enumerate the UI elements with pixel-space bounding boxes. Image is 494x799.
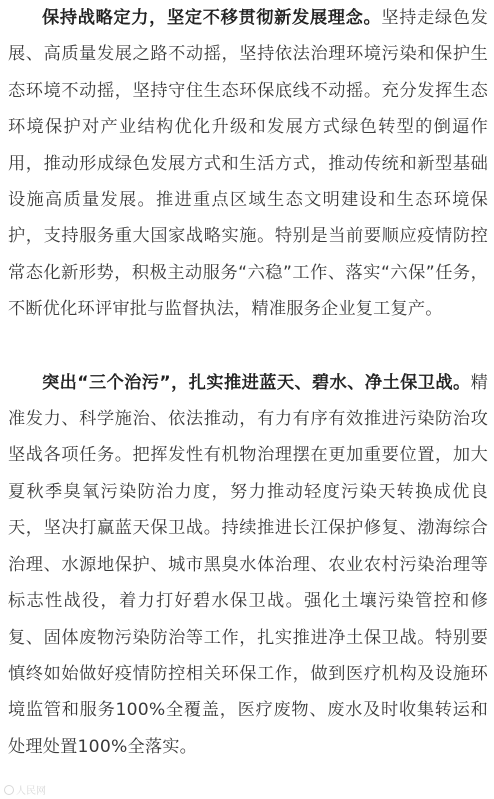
paragraph-lead: 突出“三个治污”，扎实推进蓝天、碧水、净土保卫战。 [42,372,471,393]
paragraph-spacer [8,328,488,365]
paragraph-text: 坚持走绿色发展、高质量发展之路不动摇，坚持依法治理环境污染和保护生态环境不动摇，坚持守住生态环保底线不动摇。充分发挥生态环境保护对产业结构优化升级和发展方式绿色转型的倒逼作用，推动形成绿色发展方式和生活方式，推动传统和新型基础设施高质量发展。推进重点区域生态文明建设和生态环境保护，支持服务重大国家战略实施。特别是当前要顺应疫情防控常态化新形势，积极主动服务“六稳”工作、落实“六保”任务，不断优化环评审批与监督执法，精准服务企业复工复产。 [8,8,488,320]
watermark-logo-icon [4,785,14,795]
article-body [8,0,488,765]
paragraph-text: 精准发力、科学施治、依法推动，有力有序有效推进污染防治攻坚战各项任务。把挥发性有机物治理摆在更加重要位置，加大夏秋季臭氧污染防治力度，努力推动轻度污染天转换成优良天，坚决打赢蓝天保卫战。持续推进长江保护修复、渤海综合治理、水源地保护、城市黑臭水体治理、农业农村污染治理等标志性战役，着力打好碧水保卫战。强化土壤污染管控和修复、固体废物污染防治等工作，扎实推进净土保卫战。特别要慎终如始做好疫情防控相关环保工作，做到医疗机构及设施环境监管和服务100%全覆盖，医疗废物、废水及时收集转运和处理处置100%全落实。 [8,372,488,757]
paragraph-strategic-focus [8,0,488,328]
paragraph-pollution-control [8,365,488,765]
paragraph-lead: 保持战略定力，坚定不移贯彻新发展理念。 [42,8,382,28]
watermark-text: 人民网 [16,786,46,797]
watermark [4,782,46,797]
